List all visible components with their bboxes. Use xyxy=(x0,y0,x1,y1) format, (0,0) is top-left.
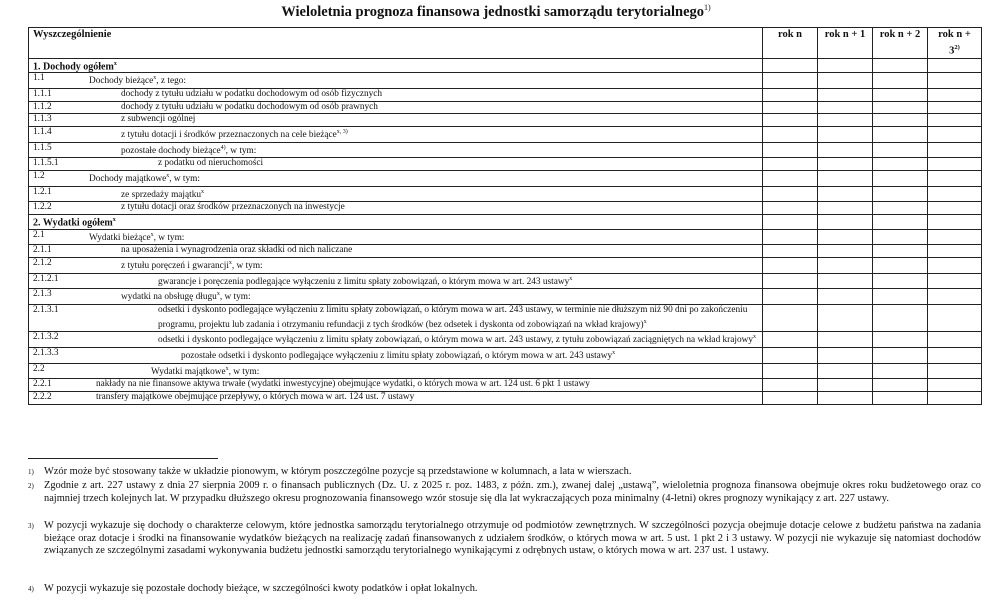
value-cell[interactable] xyxy=(928,126,982,142)
value-cell[interactable] xyxy=(763,305,818,332)
value-cell[interactable] xyxy=(818,214,873,229)
row-description xyxy=(29,229,763,245)
value-cell[interactable] xyxy=(873,142,928,158)
value-cell[interactable] xyxy=(818,289,873,305)
value-cell[interactable] xyxy=(763,142,818,158)
table-row xyxy=(29,202,982,215)
value-cell[interactable] xyxy=(873,363,928,379)
row-text: transfery majątkowe obejmujące przepływy, o których mowa w art. 124 ust. 7 ustawy xyxy=(96,392,415,403)
value-cell[interactable] xyxy=(873,214,928,229)
value-cell[interactable] xyxy=(763,379,818,392)
row-text: odsetki i dyskonto podlegające wyłączeniu z limitu spłaty zobowiązań, o którym mowa w art. 243 ustawy, w terminie nie dłuższym niż 90 dni po zakończeniu programu, projektu lub zadania i otrzymaniu refundacji z tych środków (bez odsetek i dyskonta od zobowiązań na wkład krajowy) xyxy=(158,305,748,330)
footnote-mark: x xyxy=(225,365,229,372)
table-row xyxy=(29,332,982,348)
value-cell[interactable] xyxy=(928,332,982,348)
footnote xyxy=(28,520,981,558)
footnote-text: Wzór może być stosowany także w układzie pionowym, w którym poszczególne pozycje są przedstawione w kolumnach, a lata w wierszach. xyxy=(44,466,632,477)
row-label xyxy=(29,379,762,391)
row-text: dochody z tytułu udziału w podatku dochodowym od osób prawnych xyxy=(121,101,378,112)
table-row xyxy=(29,186,982,202)
value-cell[interactable] xyxy=(928,348,982,364)
table-row xyxy=(29,89,982,102)
value-cell[interactable] xyxy=(763,114,818,127)
value-cell[interactable] xyxy=(763,170,818,186)
row-description xyxy=(29,126,763,142)
row-number: 2.1 xyxy=(33,229,45,240)
row-label xyxy=(29,364,762,379)
row-label xyxy=(29,289,762,304)
value-cell[interactable] xyxy=(873,114,928,127)
row-description xyxy=(29,158,763,171)
table-row xyxy=(29,142,982,158)
value-cell[interactable] xyxy=(818,363,873,379)
value-cell[interactable] xyxy=(873,245,928,258)
title-footnote-mark: 1) xyxy=(704,3,711,12)
value-cell[interactable] xyxy=(818,114,873,127)
row-text: z subwencji ogólnej xyxy=(121,114,196,125)
footnote-mark: x xyxy=(643,318,647,325)
row-label xyxy=(29,202,762,214)
row-label xyxy=(29,332,762,347)
row-text: pozostałe dochody bieżące xyxy=(121,145,221,156)
table-row xyxy=(29,363,982,379)
table-row xyxy=(29,379,982,392)
value-cell[interactable] xyxy=(818,392,873,405)
row-suffix: , z tego: xyxy=(156,76,186,87)
row-suffix: , w tym: xyxy=(231,261,263,272)
value-cell[interactable] xyxy=(763,245,818,258)
row-description xyxy=(29,363,763,379)
row-text: ze sprzedaży majątku xyxy=(121,189,202,200)
value-cell[interactable] xyxy=(818,142,873,158)
row-label xyxy=(29,143,762,158)
footnote-text: Zgodnie z art. 227 ustawy z dnia 27 sierpnia 2009 r. o finansach publicznych (Dz. U. z 2025 r. poz. 1483, z późn. zm.), zwanej dalej „ustawą”, wieloletnia prognoza finansowa obejmuje okres roku budżetowego oraz co najmniej trzech kolejnych lat. W przypadku dłuższego okresu prognozowania finansowego wzór stosuje się dla lat wykraczających poza minimalny (4-letni) okres prognozy wynikający z art. 227 ustawy. xyxy=(44,480,981,504)
value-cell[interactable] xyxy=(763,273,818,289)
value-cell[interactable] xyxy=(928,289,982,305)
value-cell[interactable] xyxy=(873,305,928,332)
row-number: 2.2.2 xyxy=(33,392,52,403)
row-label xyxy=(29,274,762,289)
footnote-text: W pozycji wykazuje się pozostałe dochody bieżące, w szczególności kwoty podatków i opłat lokalnych. xyxy=(44,583,478,594)
header-year-n: rok n xyxy=(763,28,818,59)
value-cell[interactable] xyxy=(928,142,982,158)
row-description xyxy=(29,258,763,274)
value-cell[interactable] xyxy=(818,245,873,258)
value-cell[interactable] xyxy=(818,258,873,274)
section-heading-text: 1. Dochody ogółem xyxy=(33,60,114,72)
row-number: 2.1.2.1 xyxy=(33,273,59,284)
value-cell[interactable] xyxy=(818,229,873,245)
row-label xyxy=(29,127,762,142)
value-cell[interactable] xyxy=(873,289,928,305)
row-text: wydatki na obsługę długu xyxy=(121,292,217,303)
footnote-mark: x xyxy=(228,260,232,267)
footnote-mark: x xyxy=(166,172,170,179)
row-description xyxy=(29,392,763,405)
value-cell[interactable] xyxy=(873,202,928,215)
row-description xyxy=(29,289,763,305)
value-cell[interactable] xyxy=(818,332,873,348)
row-number: 2.1.2 xyxy=(33,258,52,269)
row-label xyxy=(29,245,762,257)
row-description xyxy=(29,332,763,348)
row-label xyxy=(29,348,762,363)
row-label xyxy=(29,258,762,273)
footnote xyxy=(28,480,981,505)
row-number: 1.2 xyxy=(33,170,45,181)
value-cell[interactable] xyxy=(928,214,982,229)
value-cell[interactable] xyxy=(928,158,982,171)
row-number: 1.2.1 xyxy=(33,186,52,197)
table-row xyxy=(29,114,982,127)
row-description xyxy=(29,114,763,127)
table-row xyxy=(29,170,982,186)
value-cell[interactable] xyxy=(818,348,873,364)
row-description xyxy=(29,305,763,332)
value-cell[interactable] xyxy=(928,305,982,332)
value-cell[interactable] xyxy=(818,202,873,215)
table-row xyxy=(29,229,982,245)
footnote-number: 2) xyxy=(28,482,34,490)
footnote-mark: 4) xyxy=(220,144,226,151)
value-cell[interactable] xyxy=(818,379,873,392)
value-cell[interactable] xyxy=(873,73,928,89)
value-cell[interactable] xyxy=(818,273,873,289)
footnote-text: W pozycji wykazuje się dochody o charakterze celowym, które jednostka samorządu terytorialnego otrzymuje od podmiotów zewnętrznych. W szczególności pozycja obejmuje dotacje celowe z budżetu państwa na zadania bieżące oraz dotacje i środki na finansowanie wydatków bieżących na realizację zadań finansowanych z udziałem środków, o których mowa w art. 5 ust. 1 pkt 2 i 3 ustawy. W pozycji nie wykazuje się natomiast dochodów związanych ze szczególnymi zasadami wykonywania budżetu jednostki samorządu terytorialnego wynikającymi z odrębnych ustaw, o których mowa w art. 237 ust. 1 ustawy. xyxy=(44,520,981,557)
value-cell[interactable] xyxy=(818,126,873,142)
value-cell[interactable] xyxy=(763,229,818,245)
row-description xyxy=(29,73,763,89)
row-text: dochody z tytułu udziału w podatku dochodowym od osób fizycznych xyxy=(121,89,383,100)
row-text: z tytułu poręczeń i gwarancji xyxy=(121,261,229,272)
header-year-n3-label: rok n + 3 xyxy=(938,29,971,57)
footnote-mark: x xyxy=(201,188,205,195)
footnote-number: 3) xyxy=(28,522,34,530)
row-label xyxy=(29,158,762,170)
row-number: 1.1.5 xyxy=(33,142,52,153)
value-cell[interactable] xyxy=(928,379,982,392)
value-cell[interactable] xyxy=(928,170,982,186)
value-cell[interactable] xyxy=(763,126,818,142)
value-cell[interactable] xyxy=(818,170,873,186)
footnote-separator xyxy=(28,458,218,459)
value-cell[interactable] xyxy=(873,258,928,274)
value-cell[interactable] xyxy=(818,73,873,89)
row-number: 2.2 xyxy=(33,363,45,374)
table-row xyxy=(29,258,982,274)
row-number: 2.1.3.2 xyxy=(33,332,59,343)
row-text: na uposażenia i wynagrodzenia oraz składki od nich naliczane xyxy=(121,245,353,256)
value-cell[interactable] xyxy=(873,58,928,73)
row-label xyxy=(29,305,762,331)
value-cell[interactable] xyxy=(928,392,982,405)
row-number: 1.1.2 xyxy=(33,101,52,112)
table-row xyxy=(29,158,982,171)
footnote-mark: x xyxy=(112,216,116,223)
row-number: 2.1.3 xyxy=(33,289,52,300)
value-cell[interactable] xyxy=(928,89,982,102)
value-cell[interactable] xyxy=(928,186,982,202)
value-cell[interactable] xyxy=(873,379,928,392)
row-label xyxy=(29,171,762,186)
row-description xyxy=(29,273,763,289)
row-description xyxy=(29,186,763,202)
value-cell[interactable] xyxy=(928,229,982,245)
value-cell[interactable] xyxy=(873,332,928,348)
value-cell[interactable] xyxy=(818,158,873,171)
value-cell[interactable] xyxy=(763,202,818,215)
footnote-mark: x xyxy=(150,231,154,238)
row-label xyxy=(29,89,762,101)
row-number: 2.2.1 xyxy=(33,379,52,390)
table-header-row xyxy=(29,28,982,59)
footnote-mark: x xyxy=(569,275,573,282)
value-cell[interactable] xyxy=(928,258,982,274)
footnote xyxy=(28,466,981,479)
row-description xyxy=(29,379,763,392)
footnote-mark: x xyxy=(113,60,117,67)
value-cell[interactable] xyxy=(818,305,873,332)
value-cell[interactable] xyxy=(763,214,818,229)
row-number: 2.1.1 xyxy=(33,245,52,256)
value-cell[interactable] xyxy=(763,392,818,405)
header-year-n3-mark: 2) xyxy=(954,44,960,51)
section-heading xyxy=(29,58,763,73)
table-row xyxy=(29,348,982,364)
footnote-number: 1) xyxy=(28,468,34,476)
row-description xyxy=(29,89,763,102)
footnote-mark: x xyxy=(216,291,220,298)
table-row xyxy=(29,273,982,289)
value-cell[interactable] xyxy=(763,89,818,102)
table-row xyxy=(29,245,982,258)
value-cell[interactable] xyxy=(763,101,818,114)
row-label xyxy=(29,187,762,202)
value-cell[interactable] xyxy=(763,58,818,73)
row-number: 2.1.3.3 xyxy=(33,348,59,359)
value-cell[interactable] xyxy=(928,245,982,258)
footnote-mark: x xyxy=(612,350,616,357)
table-body xyxy=(29,58,982,404)
row-text: z podatku od nieruchomości xyxy=(158,158,264,169)
table-row xyxy=(29,392,982,405)
row-label xyxy=(29,102,762,114)
row-text: pozostałe odsetki i dyskonto podlegające wyłączeniu z limitu spłaty zobowiązań, o którym mowa w art. 243 ustawy xyxy=(181,351,613,362)
value-cell[interactable] xyxy=(873,273,928,289)
value-cell[interactable] xyxy=(763,158,818,171)
forecast-table xyxy=(28,27,982,405)
row-text: z tytułu dotacji oraz środków przeznaczonych na inwestycje xyxy=(121,202,345,213)
value-cell[interactable] xyxy=(873,170,928,186)
row-label xyxy=(29,392,762,404)
value-cell[interactable] xyxy=(928,101,982,114)
header-year-n1: rok n + 1 xyxy=(818,28,873,59)
row-text: Wydatki bieżące xyxy=(89,232,151,243)
value-cell[interactable] xyxy=(873,126,928,142)
row-suffix: , w tym: xyxy=(225,145,257,156)
header-year-n3 xyxy=(928,28,982,59)
row-suffix: , w tym: xyxy=(153,232,185,243)
row-number: 1.1.4 xyxy=(33,126,52,137)
row-description xyxy=(29,142,763,158)
row-text: nakłady na nie finansowe aktywa trwałe (wydatki inwestycyjne) obejmujące wydatki, o których mowa w art. 124 ust. 6 pkt 1 ustawy xyxy=(96,379,590,390)
row-description xyxy=(29,101,763,114)
value-cell[interactable] xyxy=(873,158,928,171)
row-number: 1.1.5.1 xyxy=(33,158,59,169)
footnote-mark: x, 3) xyxy=(336,128,348,135)
value-cell[interactable] xyxy=(873,89,928,102)
section-heading xyxy=(29,214,763,229)
value-cell[interactable] xyxy=(818,186,873,202)
row-text: odsetki i dyskonto podlegające wyłączeniu z limitu spłaty zobowiązań, o którym mowa w art. 243 ustawy, z tytułu zobowiązań zaciągniętych na wkład krajowy xyxy=(158,335,754,346)
value-cell[interactable] xyxy=(763,289,818,305)
document-title xyxy=(0,3,992,21)
value-cell[interactable] xyxy=(763,348,818,364)
value-cell[interactable] xyxy=(818,58,873,73)
value-cell[interactable] xyxy=(763,73,818,89)
value-cell[interactable] xyxy=(763,332,818,348)
row-text: Wydatki majątkowe xyxy=(151,366,226,377)
row-label xyxy=(29,230,762,245)
row-number: 1.1.3 xyxy=(33,114,52,125)
row-description xyxy=(29,202,763,215)
row-number: 2.1.3.1 xyxy=(33,305,59,316)
table-row xyxy=(29,289,982,305)
row-text: gwarancje i poręczenia podlegające wyłączeniu z limitu spłaty zobowiązań, o którym mowa w art. 243 ustawy xyxy=(158,276,570,287)
value-cell[interactable] xyxy=(873,186,928,202)
row-suffix: , w tym: xyxy=(169,173,200,184)
value-cell[interactable] xyxy=(928,114,982,127)
row-text: z tytułu dotacji i środków przeznaczonych na cele bieżące xyxy=(121,129,337,140)
section-heading-text: 2. Wydatki ogółem xyxy=(33,217,113,229)
value-cell[interactable] xyxy=(818,89,873,102)
footnote-number: 4) xyxy=(28,585,34,593)
value-cell[interactable] xyxy=(873,348,928,364)
value-cell[interactable] xyxy=(763,363,818,379)
footnote-mark: x xyxy=(153,75,157,82)
row-number: 1.1 xyxy=(33,73,45,84)
row-label xyxy=(29,114,762,126)
header-year-n2: rok n + 2 xyxy=(873,28,928,59)
footnote-mark: x xyxy=(753,334,757,341)
row-description xyxy=(29,245,763,258)
row-description xyxy=(29,170,763,186)
row-description xyxy=(29,348,763,364)
table-row xyxy=(29,58,982,73)
footnote xyxy=(28,583,981,596)
row-number: 1.2.2 xyxy=(33,202,52,213)
row-suffix: , w tym: xyxy=(219,292,251,303)
value-cell[interactable] xyxy=(928,363,982,379)
table-row xyxy=(29,214,982,229)
value-cell[interactable] xyxy=(928,58,982,73)
value-cell[interactable] xyxy=(873,101,928,114)
value-cell[interactable] xyxy=(928,202,982,215)
header-description: Wyszczególnienie xyxy=(29,28,763,59)
value-cell[interactable] xyxy=(818,101,873,114)
value-cell[interactable] xyxy=(763,258,818,274)
table-row xyxy=(29,305,982,332)
value-cell[interactable] xyxy=(928,273,982,289)
table-row xyxy=(29,126,982,142)
value-cell[interactable] xyxy=(873,229,928,245)
row-label xyxy=(29,73,762,88)
row-text: Dochody majątkowe xyxy=(89,173,167,184)
row-number: 1.1.1 xyxy=(33,89,52,100)
table-row xyxy=(29,101,982,114)
title-text: Wieloletnia prognoza finansowa jednostki samorządu terytorialnego xyxy=(281,3,705,20)
value-cell[interactable] xyxy=(763,186,818,202)
value-cell[interactable] xyxy=(928,73,982,89)
row-suffix: , w tym: xyxy=(228,366,260,377)
value-cell[interactable] xyxy=(873,392,928,405)
row-text: Dochody bieżące xyxy=(89,76,154,87)
table-row xyxy=(29,73,982,89)
